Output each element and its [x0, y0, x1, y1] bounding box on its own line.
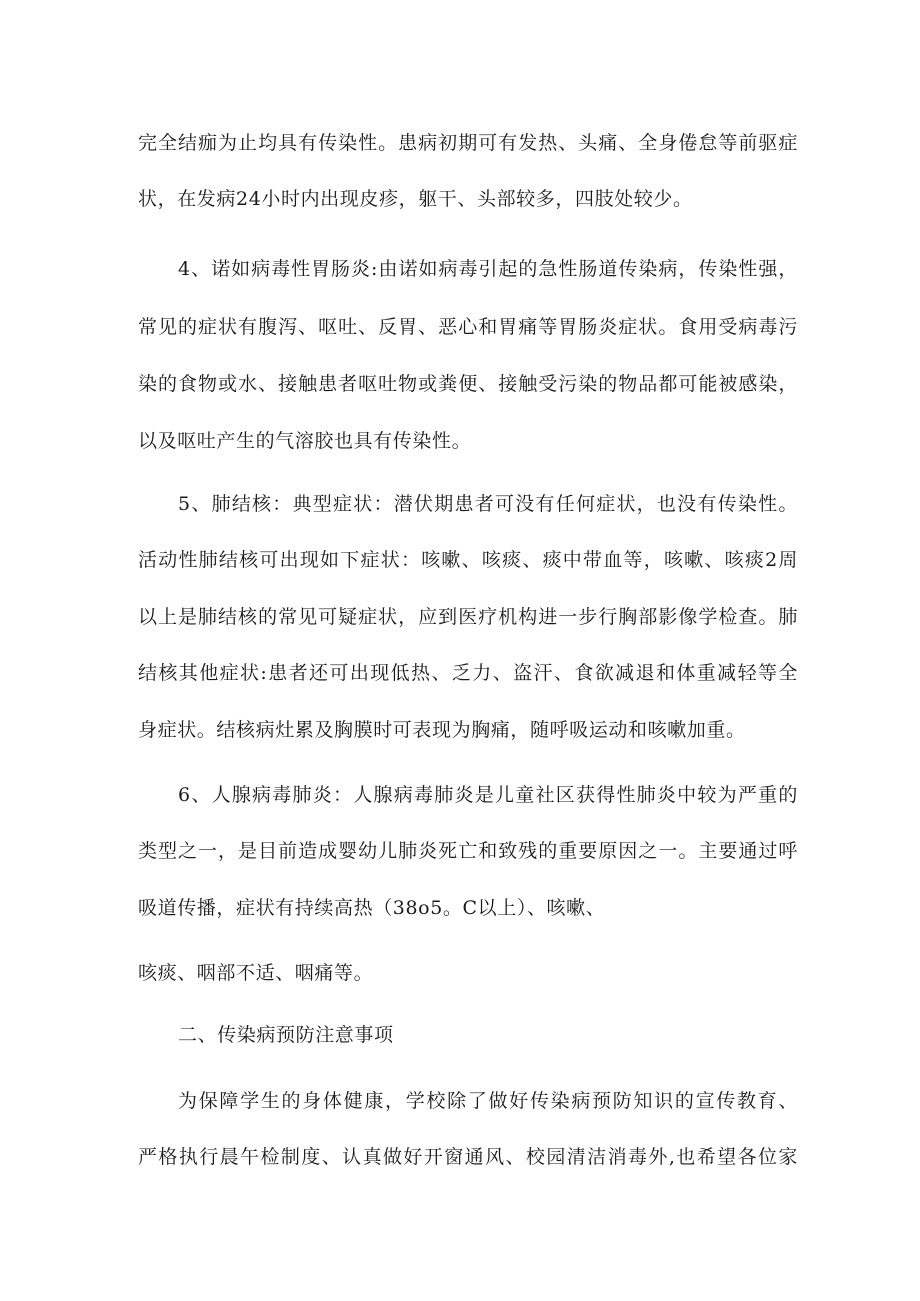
- paragraph-line: 染的食物或水、接触患者呕吐物或粪便、接触受污染的物品都可能被感染，: [138, 373, 798, 395]
- paragraph-line: 吸道传播，症状有持续高热（38o5。C以上）、咳嗽、: [138, 897, 606, 919]
- paragraph-line: 严格执行晨午检制度、认真做好开窗通风、校园清洁消毒外,也希望各位家: [138, 1146, 798, 1168]
- paragraph-line: 咳痰、咽部不适、咽痛等。: [138, 962, 374, 984]
- paragraph-line: 完全结痂为止均具有传染性。患病初期可有发热、头痛、全身倦怠等前驱症: [138, 132, 798, 154]
- paragraph-line: 活动性肺结核可出现如下症状：咳嗽、咳痰、痰中带血等，咳嗽、咳痰2周: [138, 549, 798, 571]
- paragraph-line: 5、肺结核：典型症状：潜伏期患者可没有任何症状，也没有传染性。: [178, 493, 798, 515]
- paragraph-line: 6、人腺病毒肺炎：人腺病毒肺炎是儿童社区获得性肺炎中较为严重的: [178, 784, 798, 806]
- paragraph-line: 类型之一，是目前造成婴幼儿肺炎死亡和致残的重要原因之一。主要通过呼: [138, 840, 798, 862]
- paragraph-line: 为保障学生的身体健康，学校除了做好传染病预防知识的宣传教育、: [178, 1090, 798, 1112]
- section-heading: 二、传染病预防注意事项: [178, 1024, 394, 1046]
- paragraph-line: 4、诺如病毒性胃肠炎:由诺如病毒引起的急性肠道传染病，传染性强，: [178, 258, 798, 280]
- paragraph-line: 状，在发病24小时内出现皮疹，躯干、头部较多，四肢处较少。: [138, 188, 693, 210]
- paragraph-line: 结核其他症状:患者还可出现低热、乏力、盗汗、食欲减退和体重减轻等全: [138, 662, 798, 684]
- paragraph-line: 以及呕吐产生的气溶胶也具有传染性。: [138, 430, 472, 452]
- paragraph-line: 以上是肺结核的常见可疑症状，应到医疗机构进一步行胸部影像学检查。肺: [138, 606, 798, 628]
- paragraph-line: 身症状。结核病灶累及胸膜时可表现为胸痛，随呼吸运动和咳嗽加重。: [138, 719, 746, 741]
- paragraph-line: 常见的症状有腹泻、呕吐、反胃、恶心和胃痛等胃肠炎症状。食用受病毒污: [138, 316, 798, 338]
